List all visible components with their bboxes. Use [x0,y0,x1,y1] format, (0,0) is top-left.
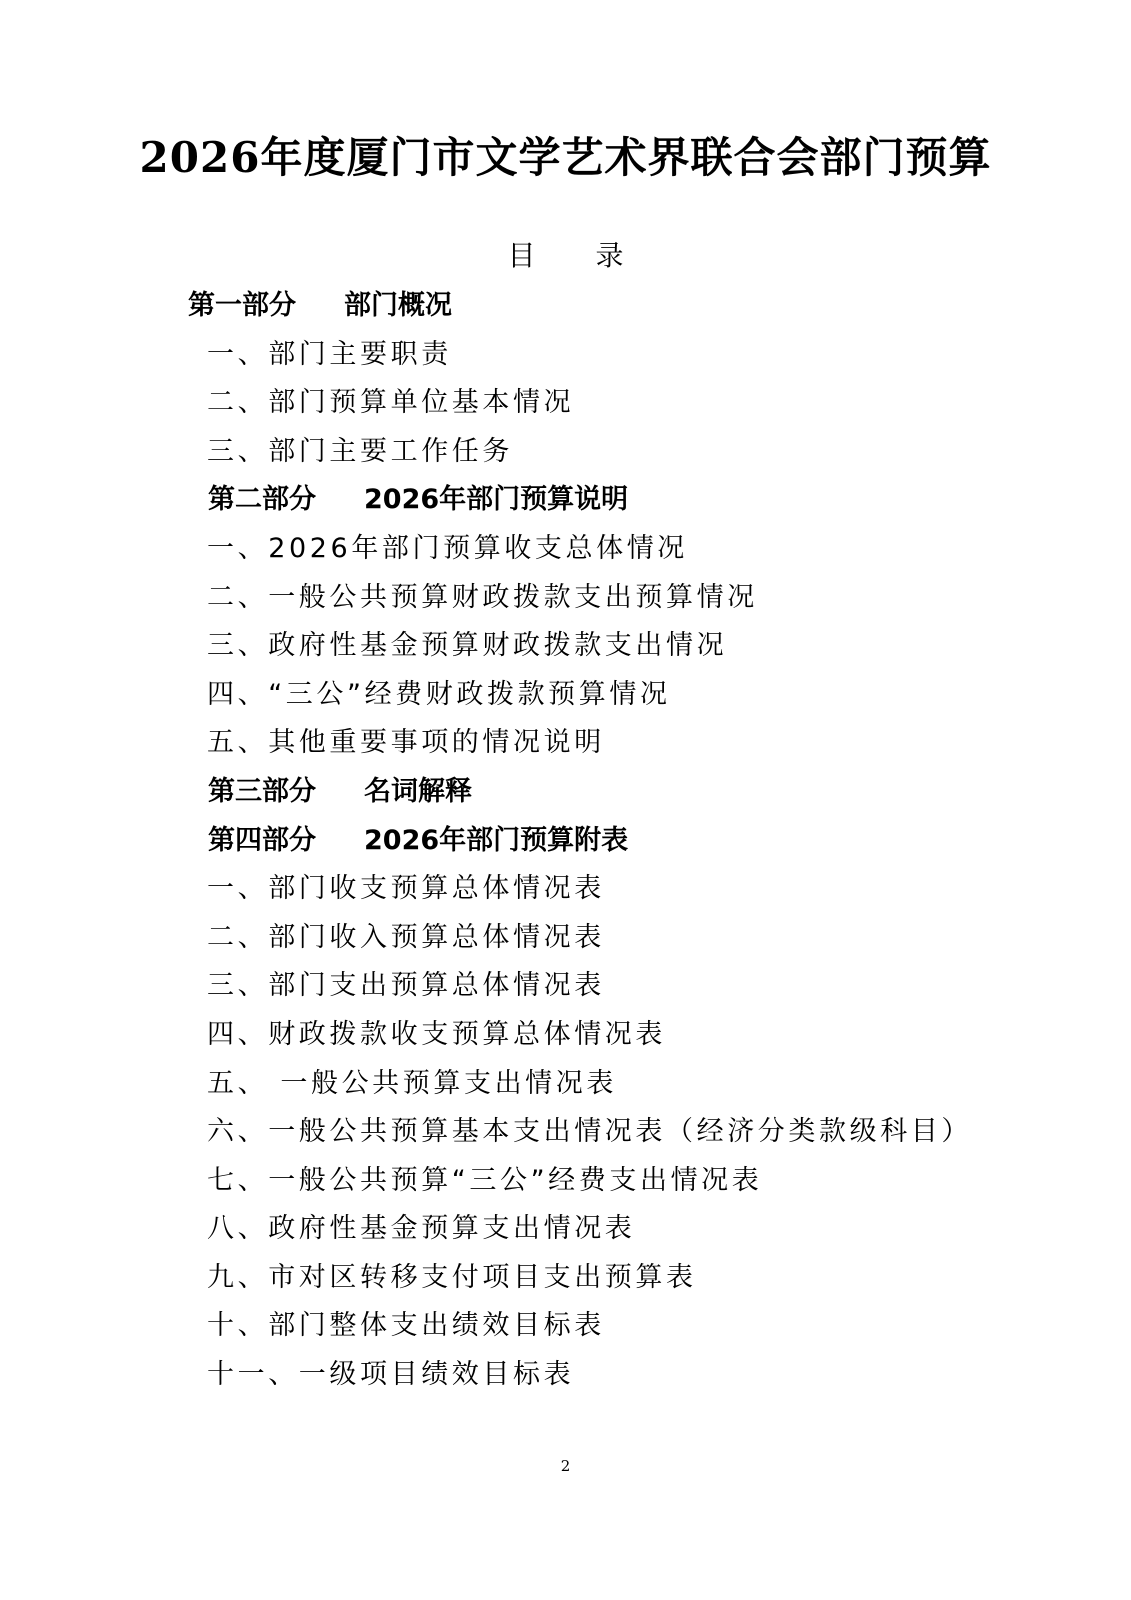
toc-heading-left: 目 [507,239,536,272]
toc-part-4 [0,819,1131,868]
toc-item: 十、部门整体支出绩效目标表 [207,1310,605,1342]
toc-heading [0,236,1131,276]
toc-item: 四、财政拨款收支预算总体情况表 [207,1018,666,1050]
toc-part-1 [0,284,1131,333]
toc-part-title: 2026年部门预算附表 [364,824,629,856]
toc-part-number: 第二部分 [208,484,316,516]
toc-item: 三、部门支出预算总体情况表 [207,970,605,1002]
toc-item: 七、一般公共预算“三公”经费支出情况表 [207,1164,763,1196]
toc-item: 二、一般公共预算财政拨款支出预算情况 [207,581,758,613]
toc-part-2 [0,478,1131,527]
toc-item: 三、政府性基金预算财政拨款支出情况 [207,630,728,662]
toc-heading-right: 录 [595,239,624,272]
toc-item: 一、2026年部门预算收支总体情况 [207,532,688,564]
toc-item: 五、其他重要事项的情况说明 [207,727,605,759]
toc-item: 二、部门收入预算总体情况表 [207,921,605,953]
toc-part-title: 2026年部门预算说明 [364,484,629,516]
toc-part-number: 第三部分 [208,775,316,807]
toc-part-number: 第一部分 [188,290,296,321]
toc-part-title: 部门概况 [344,290,452,321]
toc-item: 五、 一般公共预算支出情况表 [207,1067,617,1099]
toc-item: 一、部门收支预算总体情况表 [207,873,605,905]
toc-item: 八、政府性基金预算支出情况表 [207,1213,636,1245]
toc-part-title: 名词解释 [364,775,472,807]
toc-part-3 [0,770,1131,819]
toc-item: 十一、一级项目绩效目标表 [207,1359,575,1391]
toc-item: 一、部门主要职责 [207,338,452,370]
toc-item: 三、部门主要工作任务 [207,435,513,467]
page-number: 2 [560,1457,571,1475]
table-of-contents [0,284,1131,1402]
document-title: 2026年度厦门市文学艺术界联合会部门预算 [139,133,992,182]
toc-part-number: 第四部分 [208,824,316,856]
toc-item: 九、市对区转移支付项目支出预算表 [207,1261,697,1293]
toc-item: 二、部门预算单位基本情况 [207,387,575,419]
toc-item: 四、“三公”经费财政拨款预算情况 [207,678,671,710]
toc-item: 六、一般公共预算基本支出情况表（经济分类款级科目） [207,1116,972,1148]
